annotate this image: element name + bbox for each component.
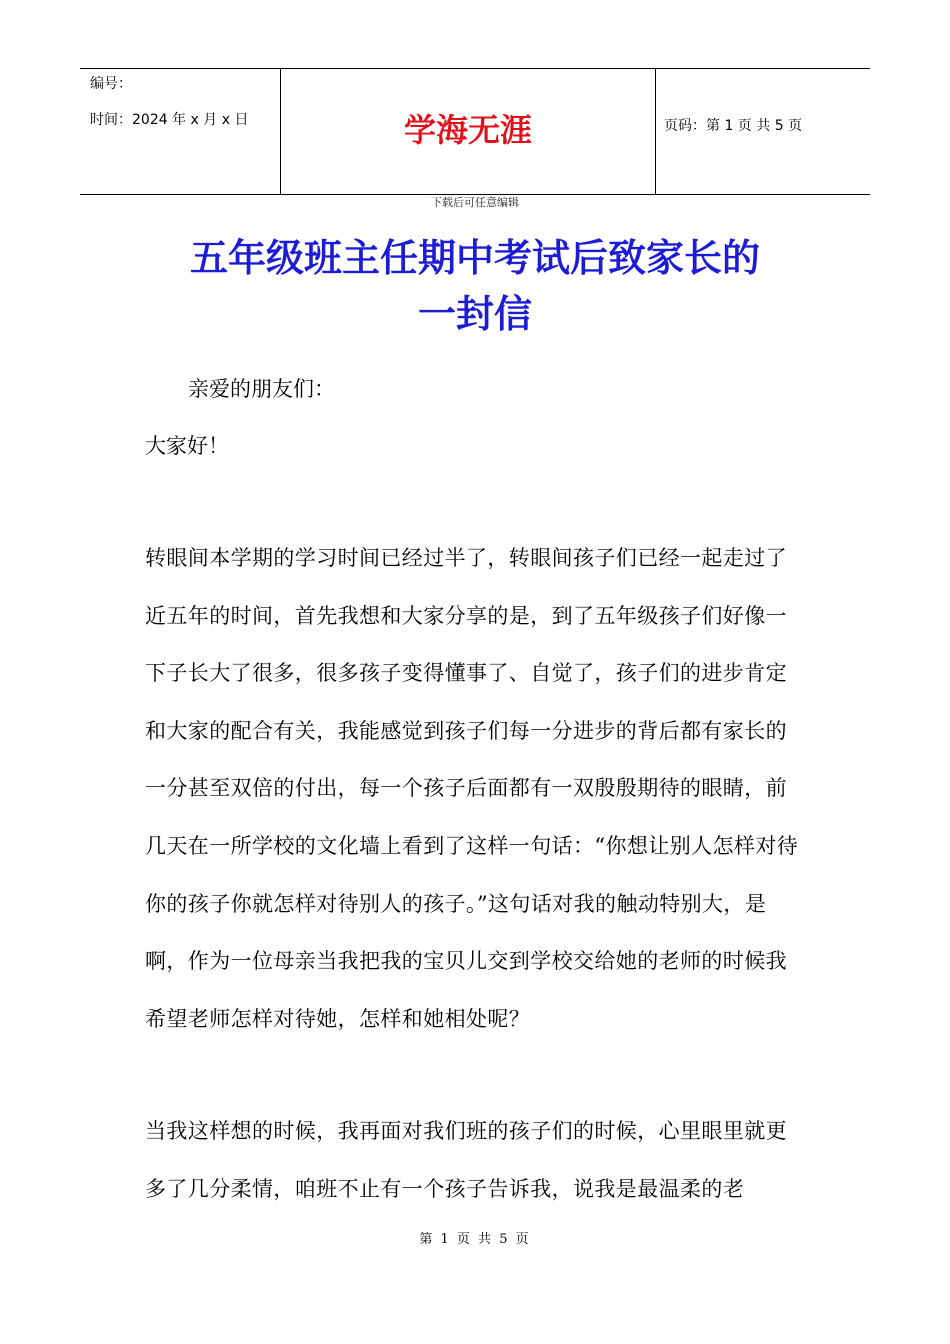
page-info: 页码：第 1 页 共 5 页 [664, 118, 803, 134]
header-middle-cell [280, 69, 656, 194]
document-title [100, 230, 850, 342]
salutation: 大家好！ [145, 434, 229, 458]
paragraph-2: 当我这样想的时候，我再面对我们班的孩子们的时候，心里眼里就更多了几分柔情，咱班不止有一个孩子告诉我，说我是最温柔的老 [145, 1119, 787, 1201]
title-line-1: 五年级班主任期中考试后致家长的 [189, 236, 760, 280]
header-right-cell [655, 69, 870, 194]
paragraph-1: 转眼间本学期的学习时间已经过半了，转眼间孩子们已经一起走过了近五年的时间，首先我想和大家分享的是，到了五年级孩子们好像一下子长大了很多，很多孩子变得懂事了、自觉了，孩子们的进步肯定和大家的配合有关，我能感觉到孩子们每一分进步的背后都有家长的一分甚至双倍的付出，每一个孩子后面都有一双殷殷期待的眼睛，前几天在一所学校的文化墙上看到了这样一句话：“你想让别人怎样对待你的孩子你就怎样对待别人的孩子。”这句话对我的触动特别大，是啊，作为一位母亲当我把我的宝贝儿交到学校交给她的老师的时候我希望老师怎样对待她，怎样和她相处呢？ [145, 546, 799, 1031]
title-line-2: 一封信 [417, 292, 532, 336]
document-header [80, 68, 870, 195]
header-left-cell [80, 69, 280, 194]
number-label: 编号： [90, 76, 132, 92]
editable-note: 下载后可任意编辑 [431, 196, 519, 209]
brand-title: 学海无涯 [403, 111, 532, 149]
time-label: 时间：2024 年 x 月 x 日 [90, 112, 249, 128]
greeting: 亲爱的朋友们： [188, 377, 335, 401]
page-footer: 第 1 页 共 5 页 [419, 1232, 531, 1247]
